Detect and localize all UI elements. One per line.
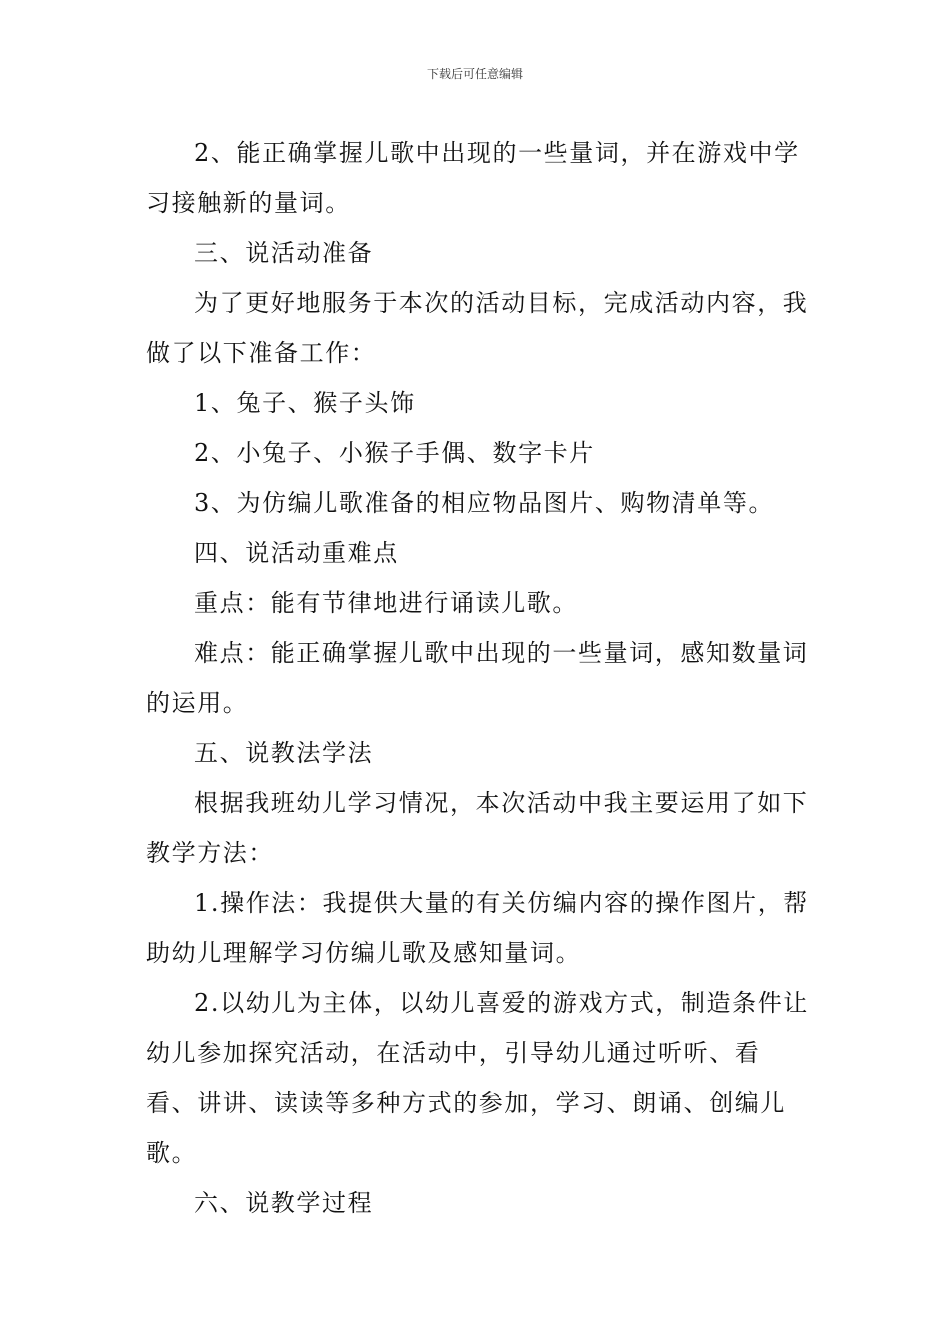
list-item-preparation-2: 2、小兔子、小猴子手偶、数字卡片	[194, 439, 595, 467]
paragraph-objective-2: 2、能正确掌握儿歌中出现的一些量词，并在游戏中学习接触新的量词。	[146, 139, 800, 217]
paragraph-methods-intro: 根据我班幼儿学习情况，本次活动中我主要运用了如下教学方法：	[146, 789, 809, 867]
paragraph-key-point: 重点：能有节律地进行诵读儿歌。	[194, 589, 578, 617]
list-item-preparation-1: 1、兔子、猴子头饰	[194, 389, 416, 417]
document-body	[146, 128, 810, 1228]
heading-teaching-methods: 五、说教法学法	[194, 739, 374, 767]
paragraph-difficult-point: 难点：能正确掌握儿歌中出现的一些量词，感知数量词的运用。	[146, 639, 809, 717]
list-item-method-2: 2.以幼儿为主体，以幼儿喜爱的游戏方式，制造条件让幼儿参加探究活动，在活动中，引导幼儿通过听听、看看、讲讲、读读等多种方式的参加，学习、朗诵、创编儿歌。	[146, 989, 809, 1167]
paragraph-preparation-intro: 为了更好地服务于本次的活动目标，完成活动内容，我做了以下准备工作：	[146, 289, 809, 367]
page-header-watermark: 下载后可任意编辑	[426, 67, 523, 81]
list-item-method-1: 1.操作法：我提供大量的有关仿编内容的操作图片，帮助幼儿理解学习仿编儿歌及感知量词。	[146, 889, 809, 967]
list-item-preparation-3: 3、为仿编儿歌准备的相应物品图片、购物清单等。	[194, 489, 775, 517]
heading-key-difficult-points: 四、说活动重难点	[194, 539, 399, 567]
heading-teaching-process: 六、说教学过程	[194, 1189, 374, 1217]
heading-activity-preparation: 三、说活动准备	[194, 239, 374, 267]
